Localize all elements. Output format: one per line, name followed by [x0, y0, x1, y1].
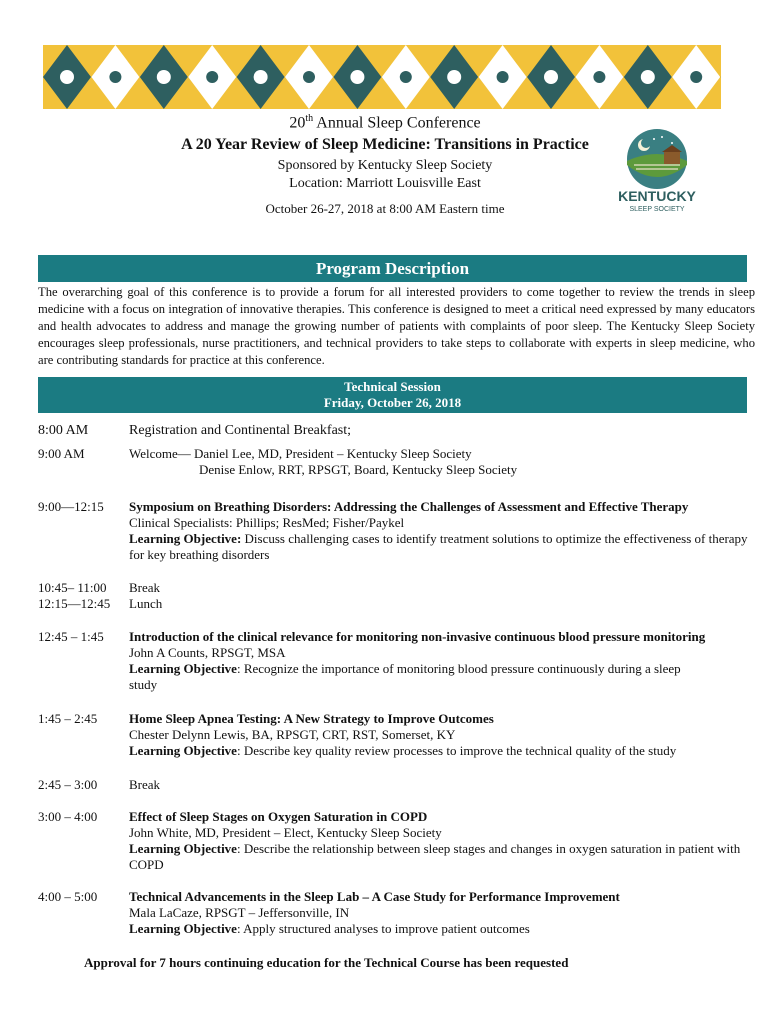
program-description-heading: Program Description [38, 255, 747, 282]
banner-dot [497, 71, 509, 83]
banner-dot [350, 70, 364, 84]
logo-subtitle: SLEEP SOCIETY [629, 206, 685, 213]
banner-dot [206, 71, 218, 83]
decorative-banner [43, 45, 721, 109]
session-speaker: Clinical Specialists: Phillips; ResMed; Fisher/Paykel [129, 515, 405, 530]
learning-objective: Learning Objective: Discuss challenging cases to identify treatment solutions to optimize the effectiveness of therapy for key breathing disorders [129, 531, 748, 562]
schedule-time: 9:00 AM [38, 446, 85, 461]
session-talk-title: Technical Advancements in the Sleep Lab – A Case Study for Performance Improvement [129, 889, 620, 904]
learning-objective: Learning Objective: Describe key quality review processes to improve the technical quality of the study [129, 743, 677, 758]
schedule-time: 10:45– 11:00 [38, 580, 107, 595]
banner-dot [109, 71, 121, 83]
session-date: Friday, October 26, 2018 [323, 395, 462, 410]
banner-dot [690, 71, 702, 83]
program-description-text: The overarching goal of this conference is to provide a forum for all interested providers to come together to review the trends in sleep medicine with a focus on integration of innovative therapies. This conference is designed to meet a critical need expressed by many educators and health advocates to address and manage the growing number of patients with complaints of poor sleep. The Kentucky Sleep Society encourages sleep professionals, nurse practitioners, and technical providers to take steps to collaborate with experts in sleep medicine, who are contributing standards for practice at this conference. [38, 285, 755, 367]
banner-dot [157, 70, 171, 84]
session-speaker: Mala LaCaze, RPSGT – Jeffersonville, IN [129, 905, 350, 920]
banner-dot [60, 70, 74, 84]
schedule-time: 4:00 – 5:00 [38, 889, 98, 904]
banner-dot [254, 70, 268, 84]
banner-dot [593, 71, 605, 83]
sponsor-line: Sponsored by Kentucky Sleep Society [277, 158, 493, 173]
schedule-item: Lunch [129, 596, 163, 611]
date-line: October 26-27, 2018 at 8:00 AM Eastern time [265, 201, 505, 216]
banner-dot [400, 71, 412, 83]
location-line: Location: Marriott Louisville East [289, 176, 481, 191]
schedule-time: 12:45 – 1:45 [38, 629, 104, 644]
banner-dot [303, 71, 315, 83]
learning-objective: Learning Objective: Apply structured analyses to improve patient outcomes [129, 921, 530, 936]
session-speaker: Chester Delynn Lewis, BA, RPSGT, CRT, RST, Somerset, KY [129, 727, 456, 742]
technical-session-heading [38, 377, 747, 413]
schedule-item: Break [129, 580, 161, 595]
banner-dot [544, 70, 558, 84]
schedule-time: 12:15—12:45 [38, 596, 111, 611]
ce-approval-note: Approval for 7 hours continuing education for the Technical Course has been requested [84, 955, 569, 970]
schedule-item-continued: Denise Enlow, RRT, RPSGT, Board, Kentucky Sleep Society [199, 462, 518, 477]
session-talk-title: Symposium on Breathing Disorders: Addressing the Challenges of Assessment and Effective Therapy [129, 499, 689, 514]
schedule-item: Welcome— Daniel Lee, MD, President – Kentucky Sleep Society [129, 446, 472, 461]
schedule-time: 1:45 – 2:45 [38, 711, 98, 726]
session-title: Technical Session [344, 379, 441, 394]
conference-subtitle: A 20 Year Review of Sleep Medicine: Transitions in Practice [181, 136, 589, 153]
session-talk-title: Home Sleep Apnea Testing: A New Strategy to Improve Outcomes [129, 711, 494, 726]
banner-dot [641, 70, 655, 84]
kentucky-sleep-society-logo [612, 125, 702, 215]
logo-wordmark: KENTUCKY [618, 188, 696, 204]
schedule-time: 3:00 – 4:00 [38, 809, 98, 824]
conference-title: 20th Annual Sleep Conference [289, 113, 481, 132]
session-speaker: John A Counts, RPSGT, MSA [129, 645, 286, 660]
session-talk-title: Introduction of the clinical relevance for monitoring non-invasive continuous blood pressure monitoring [129, 629, 706, 644]
schedule-item: Break [129, 777, 161, 792]
banner-dot [447, 70, 461, 84]
session-talk-title: Effect of Sleep Stages on Oxygen Saturation in COPD [129, 809, 428, 824]
schedule-item: Registration and Continental Breakfast; [129, 423, 352, 438]
schedule-time: 9:00—12:15 [38, 499, 104, 514]
learning-objective: Learning Objective: Recognize the importance of monitoring blood pressure continuously during a sleep study [129, 661, 681, 692]
schedule-time: 2:45 – 3:00 [38, 777, 98, 792]
learning-objective: Learning Objective: Describe the relationship between sleep stages and changes in oxygen saturation in patient with COPD [129, 841, 741, 872]
session-speaker: John White, MD, President – Elect, Kentucky Sleep Society [129, 825, 442, 840]
schedule-time: 8:00 AM [38, 423, 89, 438]
